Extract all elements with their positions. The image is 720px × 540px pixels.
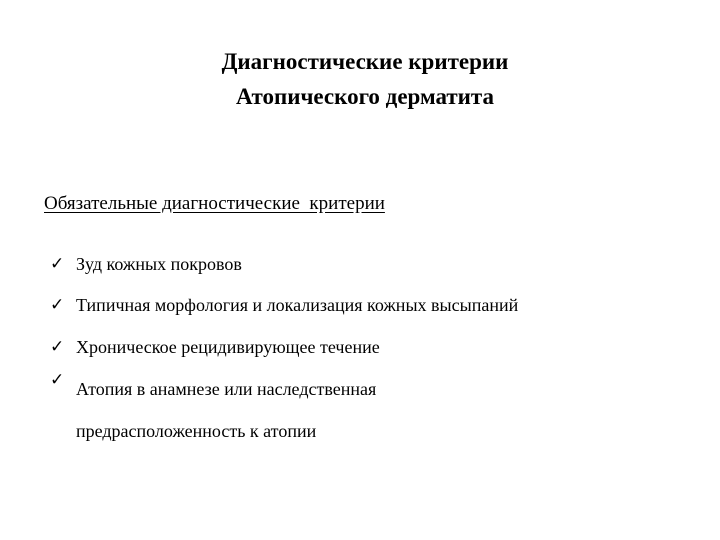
checkmark-icon: ✓: [50, 295, 65, 315]
criterion-text: Типичная морфология и локализация кожных высыпаний: [76, 295, 519, 315]
criterion-text: Хроническое рецидивирующее течение: [76, 337, 380, 357]
criterion-text: Зуд кожных покровов: [76, 254, 242, 274]
criteria-list-item: [50, 293, 518, 335]
checkmark-icon: ✓: [50, 254, 65, 274]
checkmark-icon: ✓: [50, 337, 65, 357]
slide-title-line-1: Диагностические критерии: [221, 49, 509, 74]
criteria-list: [50, 252, 518, 452]
criteria-list-item: [50, 252, 518, 293]
criterion-text: Атопия в анамнезе или наследственная предрасположенность к атопии: [76, 379, 377, 441]
checkmark-icon: ✓: [50, 370, 65, 390]
slide-title-line-2: Атопического дерматита: [235, 84, 495, 109]
slide-title: [0, 44, 720, 114]
section-heading: Обязательные диагностические критерии: [44, 193, 385, 214]
criteria-list-item: [50, 368, 518, 452]
